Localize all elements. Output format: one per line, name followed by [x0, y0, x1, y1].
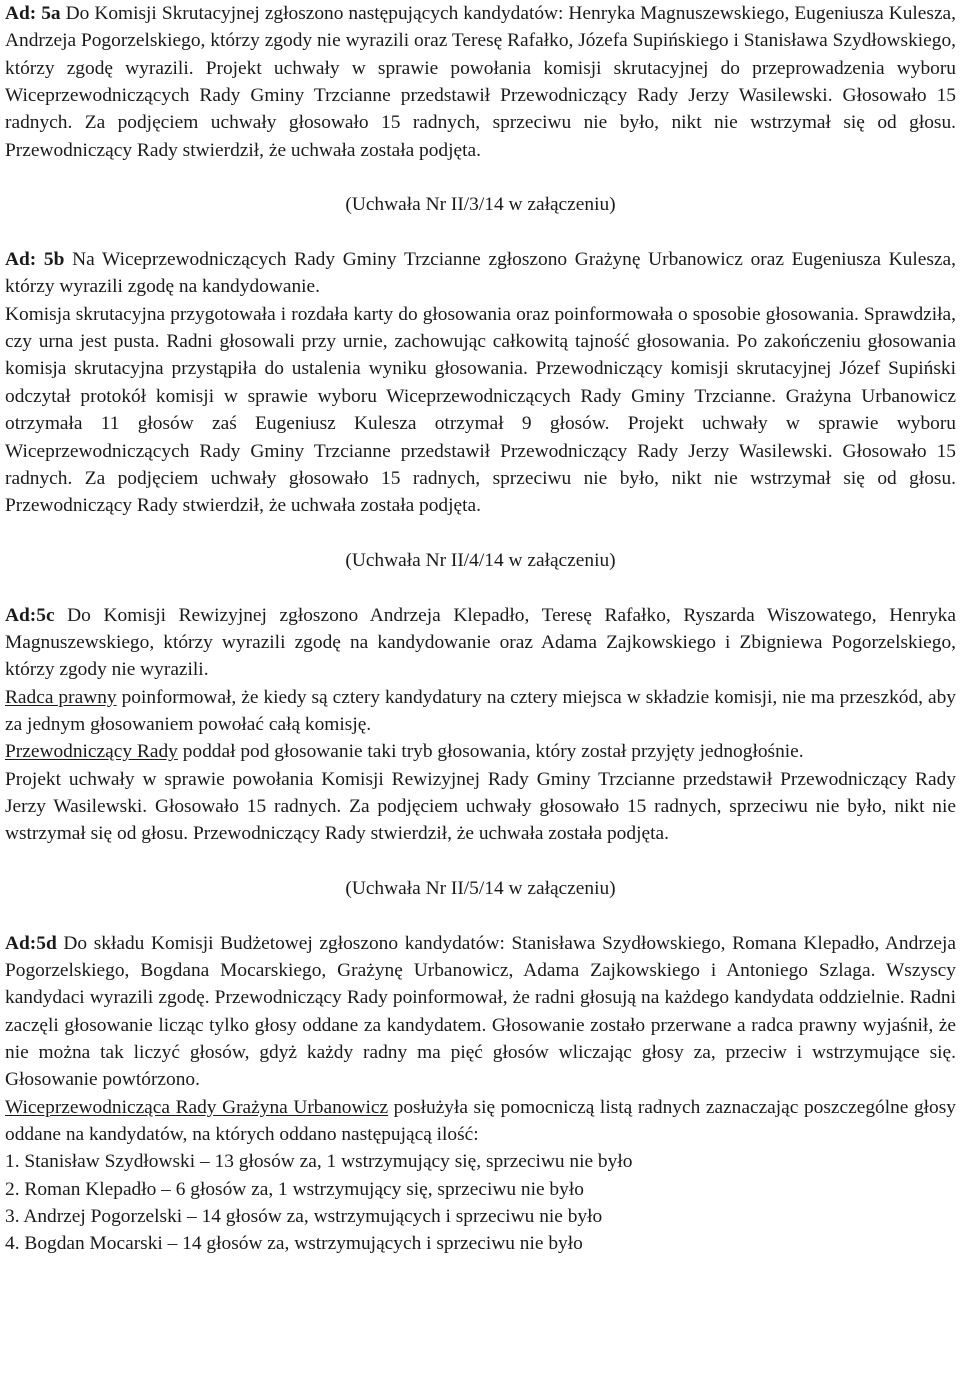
section-5c-legal-advisor-paragraph: [5, 684, 956, 739]
section-5d-vice-chair-paragraph: [5, 1094, 956, 1149]
section-5d-text: Do składu Komisji Budżetowej zgłoszono kandydatów: Stanisława Szydłowskiego, Romana Klepadło, Andrzeja Pogorzelskiego, Bogdana Mocarskiego, Grażynę Urbanowicz, Adama Zajkowskiego i Antoniego Szlaga. Wszyscy kandydaci wyrazili zgodę. Przewodniczący Rady poinformował, że radni głosują na każdego kandydata oddzielnie. Radni zaczęli głosowanie licząc tylko głosy oddane za kandydatem. Głosowanie zostało przerwane a radca prawny wyjaśnił, że nie można tak liczyć głosów, gdyż każdy radny ma pięć głosów wliczając głosy za, przeciw i wstrzymujące się. Głosowanie powtórzono.: [5, 932, 956, 1091]
blank-line: [5, 520, 956, 547]
section-5c-text: Do Komisji Rewizyjnej zgłoszono Andrzeja Klepadło, Teresę Rafałko, Ryszarda Wiszowatego, Henryka Magnuszewskiego, którzy wyrazili zgodę na kandydowanie oraz Adama Zajkowskiego i Zbigniewa Pogorzelskiego, którzy zgody nie wyrazili.: [5, 604, 956, 681]
vote-list-item: 3. Andrzej Pogorzelski – 14 głosów za, wstrzymujących i sprzeciwu nie było: [5, 1206, 603, 1228]
section-5d-label: Ad:5d: [5, 932, 57, 954]
legal-advisor-underlined: Radca prawny: [5, 686, 117, 708]
legal-advisor-text: poinformował, że kiedy są cztery kandydatury na cztery miejsca w składzie komisji, nie ma przeszkód, aby za jednym głosowaniem powołać całą komisję.: [5, 686, 956, 735]
chairman-text: poddał pod głosowanie taki tryb głosowania, który został przyjęty jednogłośnie.: [177, 741, 804, 763]
blank-line: [5, 902, 956, 929]
section-5b-paragraph: [5, 246, 956, 301]
section-5b-paragraph-2: Komisja skrutacyjna przygotowała i rozdała karty do głosowania oraz poinformowała o sposobie głosowania. Sprawdziła, czy urna jest pusta. Radni głosowali przy urnie, zachowując całkowitą tajność głosowania. Po zakończeniu głosowania komisja skrutacyjna przystąpiła do ustalenia wyniku głosowania. Przewodniczący komisji skrutacyjnej Józef Supiński odczytał protokół komisji w sprawie wyboru Wiceprzewodniczących Rady Gminy Trzcianne. Grażyna Urbanowicz otrzymała 11 głosów zaś Eugeniusz Kulesza otrzymał 9 głosów. Projekt uchwały w sprawie wyboru Wiceprzewodniczących Rady Gminy Trzcianne przedstawił Przewodniczący Rady Jerzy Wasilewski. Głosowało 15 radnych. Za podjęciem uchwały głosowało 15 radnych, sprzeciwu nie było, nikt nie wstrzymał się od głosu. Przewodniczący Rady stwierdził, że uchwała została podjęta.: [5, 303, 956, 517]
section-5a-paragraph: [5, 0, 956, 164]
chairman-underlined: Przewodniczący Rady: [5, 741, 178, 763]
vote-list-item: 4. Bogdan Mocarski – 14 głosów za, wstrzymujących i sprzeciwu nie było: [5, 1233, 583, 1255]
section-5a-text: Do Komisji Skrutacyjnej zgłoszono następujących kandydatów: Henryka Magnuszewskiego, Eugeniusza Kulesza, Andrzeja Pogorzelskiego, którzy zgody nie wyrazili oraz Teresę Rafałko, Józefa Supińskiego i Stanisława Szydłowskiego, którzy zgodę wyrazili. Projekt uchwały w sprawie powołania komisji skrutacyjnej do przeprowadzenia wyboru Wiceprzewodniczących Rady Gminy Trzcianne przedstawił Przewodniczący Rady Jerzy Wasilewski. Głosowało 15 radnych. Za podjęciem uchwały głosowało 15 radnych, sprzeciwu nie było, nikt nie wstrzymał się od głosu. Przewodniczący Rady stwierdził, że uchwała została podjęta.: [5, 3, 957, 161]
resolution-ii-4-14: (Uchwała Nr II/4/14 w załączeniu): [345, 549, 616, 571]
section-5a-label: Ad: 5a: [5, 3, 61, 24]
blank-line: [5, 574, 956, 601]
blank-line: [5, 219, 956, 246]
document-page: [5, 0, 956, 1258]
vice-chair-underlined: Wiceprzewodnicząca Rady Grażyna Urbanowicz: [5, 1096, 389, 1118]
vote-list-item: 2. Roman Klepadło – 6 głosów za, 1 wstrzymujący się, sprzeciwu nie było: [5, 1178, 584, 1200]
vice-chair-text: posłużyła się pomocniczą listą radnych zaznaczając poszczególne głosy oddane na kandydatów, na których oddano następującą ilość:: [5, 1096, 956, 1146]
section-5b-text: Na Wiceprzewodniczących Rady Gminy Trzcianne zgłoszono Grażynę Urbanowicz oraz Eugeniusza Kulesza, którzy wyrazili zgodę na kandydowanie.: [5, 249, 956, 298]
blank-line: [5, 164, 956, 191]
resolution-ii-3-14: (Uchwała Nr II/3/14 w załączeniu): [345, 194, 616, 216]
section-5b-label: Ad: 5b: [5, 249, 65, 271]
section-5c-chairman-paragraph: [5, 738, 956, 765]
section-5c-paragraph: [5, 602, 956, 684]
section-5d-paragraph: [5, 930, 956, 1094]
section-5c-resolution-paragraph: Projekt uchwały w sprawie powołania Komisji Rewizyjnej Rady Gminy Trzcianne przedstawił Przewodniczący Rady Jerzy Wasilewski. Głosowało 15 radnych. Za podjęciem uchwały głosowało 15 radnych, sprzeciwu nie było, nikt nie wstrzymał się od głosu. Przewodniczący Rady stwierdził, że uchwała została podjęta.: [5, 768, 956, 845]
vote-list-item: 1. Stanisław Szydłowski – 13 głosów za, 1 wstrzymujący się, sprzeciwu nie było: [5, 1151, 633, 1173]
section-5c-label: Ad:5c: [5, 604, 55, 626]
resolution-ii-5-14: (Uchwała Nr II/5/14 w załączeniu): [345, 878, 616, 899]
blank-line: [5, 848, 956, 875]
